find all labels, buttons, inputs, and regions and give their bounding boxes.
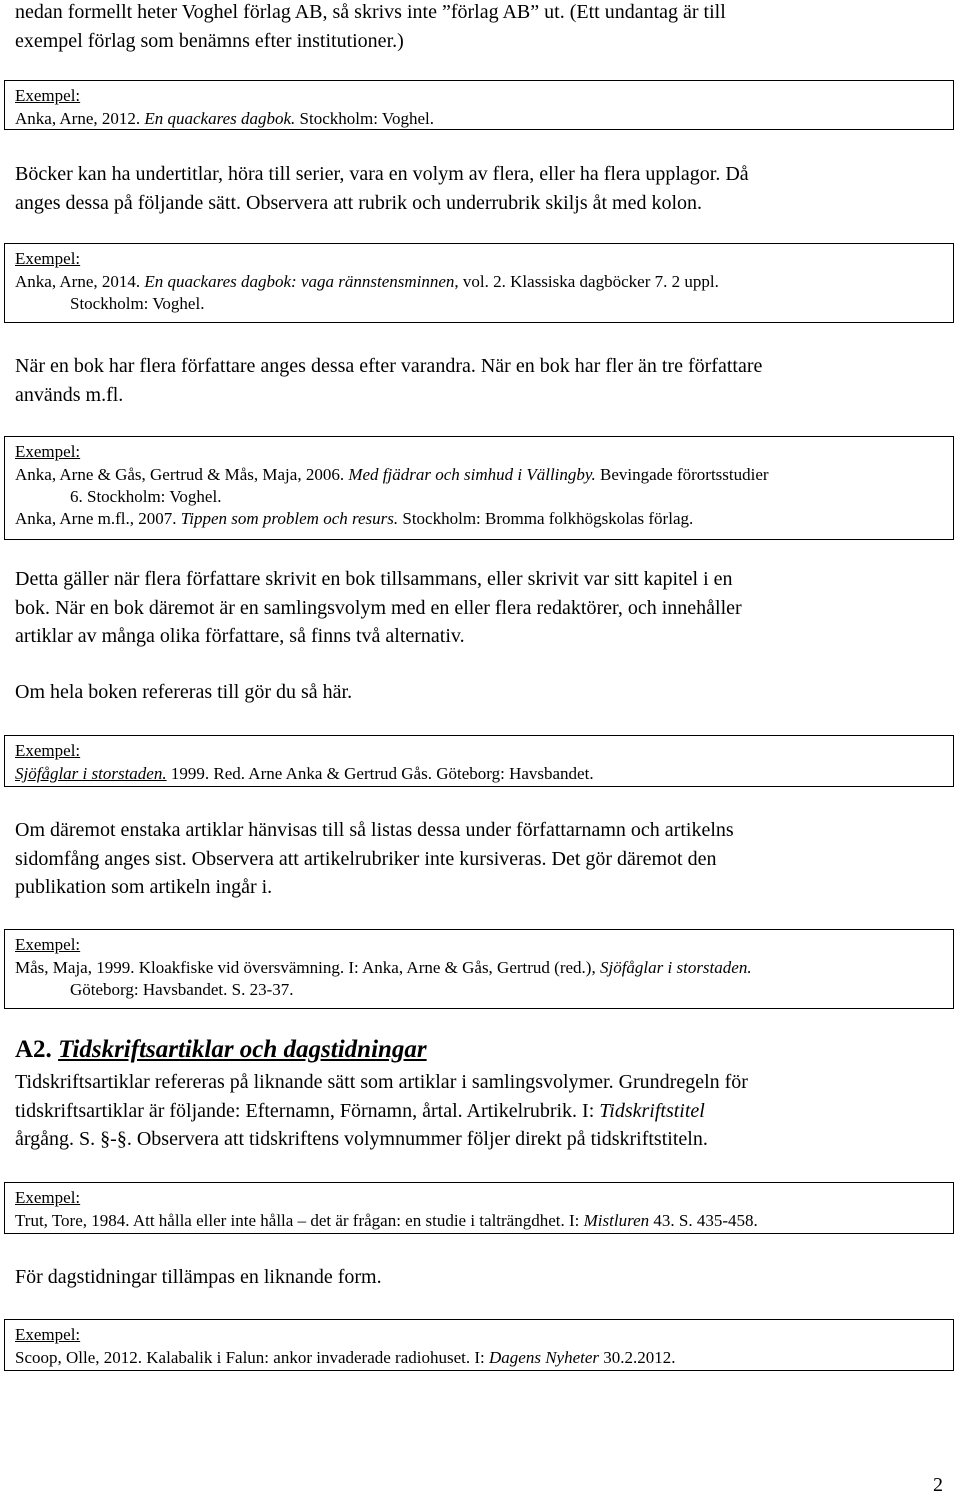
example-label: Exempel: xyxy=(15,249,81,268)
reference-entry: Mås, Maja, 1999. Kloakfiske vid översvämning. I: Anka, Arne & Gås, Gertrud (red.), Sjöfåglar i storstaden. Göteborg: Havsbandet. S. 23-37. xyxy=(15,958,752,999)
reference-entry: Scoop, Olle, 2012. Kalabalik i Falun: ankor invaderade radiohuset. I: Dagens Nyheter 30.2.2012. xyxy=(15,1348,676,1367)
reference-entry: Anka, Arne m.fl., 2007. Tippen som problem och resurs. Stockholm: Bromma folkhögskolas förlag. xyxy=(15,509,694,528)
example-label: Exempel: xyxy=(15,1188,81,1207)
subtitles-paragraph: Böcker kan ha undertitlar, höra till serier, vara en volym av flera, eller ha flera upplagor. Då anges dessa på följande sätt. Observera att rubrik och underrubrik skiljs åt med kolon. xyxy=(15,163,749,214)
articles-paragraph: Om däremot enstaka artiklar hänvisas till så listas dessa under författarnamn och artikelns sidomfång anges sist. Observera att artikelrubriker inte kursiveras. Det gör däremot den publikation som artikeln ingår i. xyxy=(15,819,734,898)
example-box-7 xyxy=(4,1319,954,1371)
authors-paragraph: När en bok har flera författare anges dessa efter varandra. När en bok har fler än tre författare används m.fl. xyxy=(15,355,763,406)
example-box-1 xyxy=(4,80,954,130)
example-box-4 xyxy=(4,735,954,787)
reference-entry: Anka, Arne, 2012. En quackares dagbok. Stockholm: Voghel. xyxy=(15,109,434,128)
section-title: Tidskriftsartiklar och dagstidningar xyxy=(58,1036,427,1063)
example-box-6 xyxy=(4,1182,954,1234)
section-heading xyxy=(15,1036,427,1064)
reference-entry: Anka, Arne & Gås, Gertrud & Mås, Maja, 2006. Med fjädrar och simhud i Vällingby. Bevingade förortsstudier 6. Stockholm: Voghel. xyxy=(15,465,769,506)
applies-paragraph: Detta gäller när flera författare skrivit en bok tillsammans, eller skrivit var sitt kapitel i en bok. När en bok däremot är en samlingsvolym med en eller flera redaktörer, och innehåller artiklar av många olika författare, så finns två alternativ. xyxy=(15,568,742,647)
example-label: Exempel: xyxy=(15,442,81,461)
intro-paragraph xyxy=(15,0,945,55)
example-box-2 xyxy=(4,243,954,323)
example-label: Exempel: xyxy=(15,741,81,760)
example-box-3 xyxy=(4,436,954,540)
reference-entry: Trut, Tore, 1984. Att hålla eller inte hålla – det är frågan: en studie i talträngdhet. I: Mistluren 43. S. 435-458. xyxy=(15,1211,758,1230)
intro-line: nedan formellt heter Voghel förlag AB, så skrivs inte ”förlag AB” ut. (Ett undantag är till xyxy=(15,1,726,23)
daily-paragraph: För dagstidningar tillämpas en liknande form. xyxy=(15,1266,382,1288)
example-box-5 xyxy=(4,929,954,1009)
section-number: A2. xyxy=(15,1036,52,1063)
journal-paragraph: Tidskriftsartiklar refereras på liknande sätt som artiklar i samlingsvolymer. Grundregeln för tidskriftsartiklar är följande: Efternamn, Förnamn, årtal. Artikelrubrik. I: Tidskriftstitel årgång. S. §-§. Observera att tidskriftens volymnummer följer direkt på tidskriftstiteln. xyxy=(15,1071,748,1150)
reference-entry: Sjöfåglar i storstaden. 1999. Red. Arne Anka & Gertrud Gås. Göteborg: Havsbandet. xyxy=(15,764,594,783)
whole-book-paragraph: Om hela boken refereras till gör du så här. xyxy=(15,681,353,703)
example-label: Exempel: xyxy=(15,1325,81,1344)
reference-entry: Anka, Arne, 2014. En quackares dagbok: vaga rännstensminnen, vol. 2. Klassiska dagböcker 7. 2 uppl. Stockholm: Voghel. xyxy=(15,272,719,313)
intro-line: exempel förlag som benämns efter institutioner.) xyxy=(15,29,404,52)
example-label: Exempel: xyxy=(15,86,81,105)
page-number: 2 xyxy=(933,1474,943,1496)
example-label: Exempel: xyxy=(15,935,81,954)
